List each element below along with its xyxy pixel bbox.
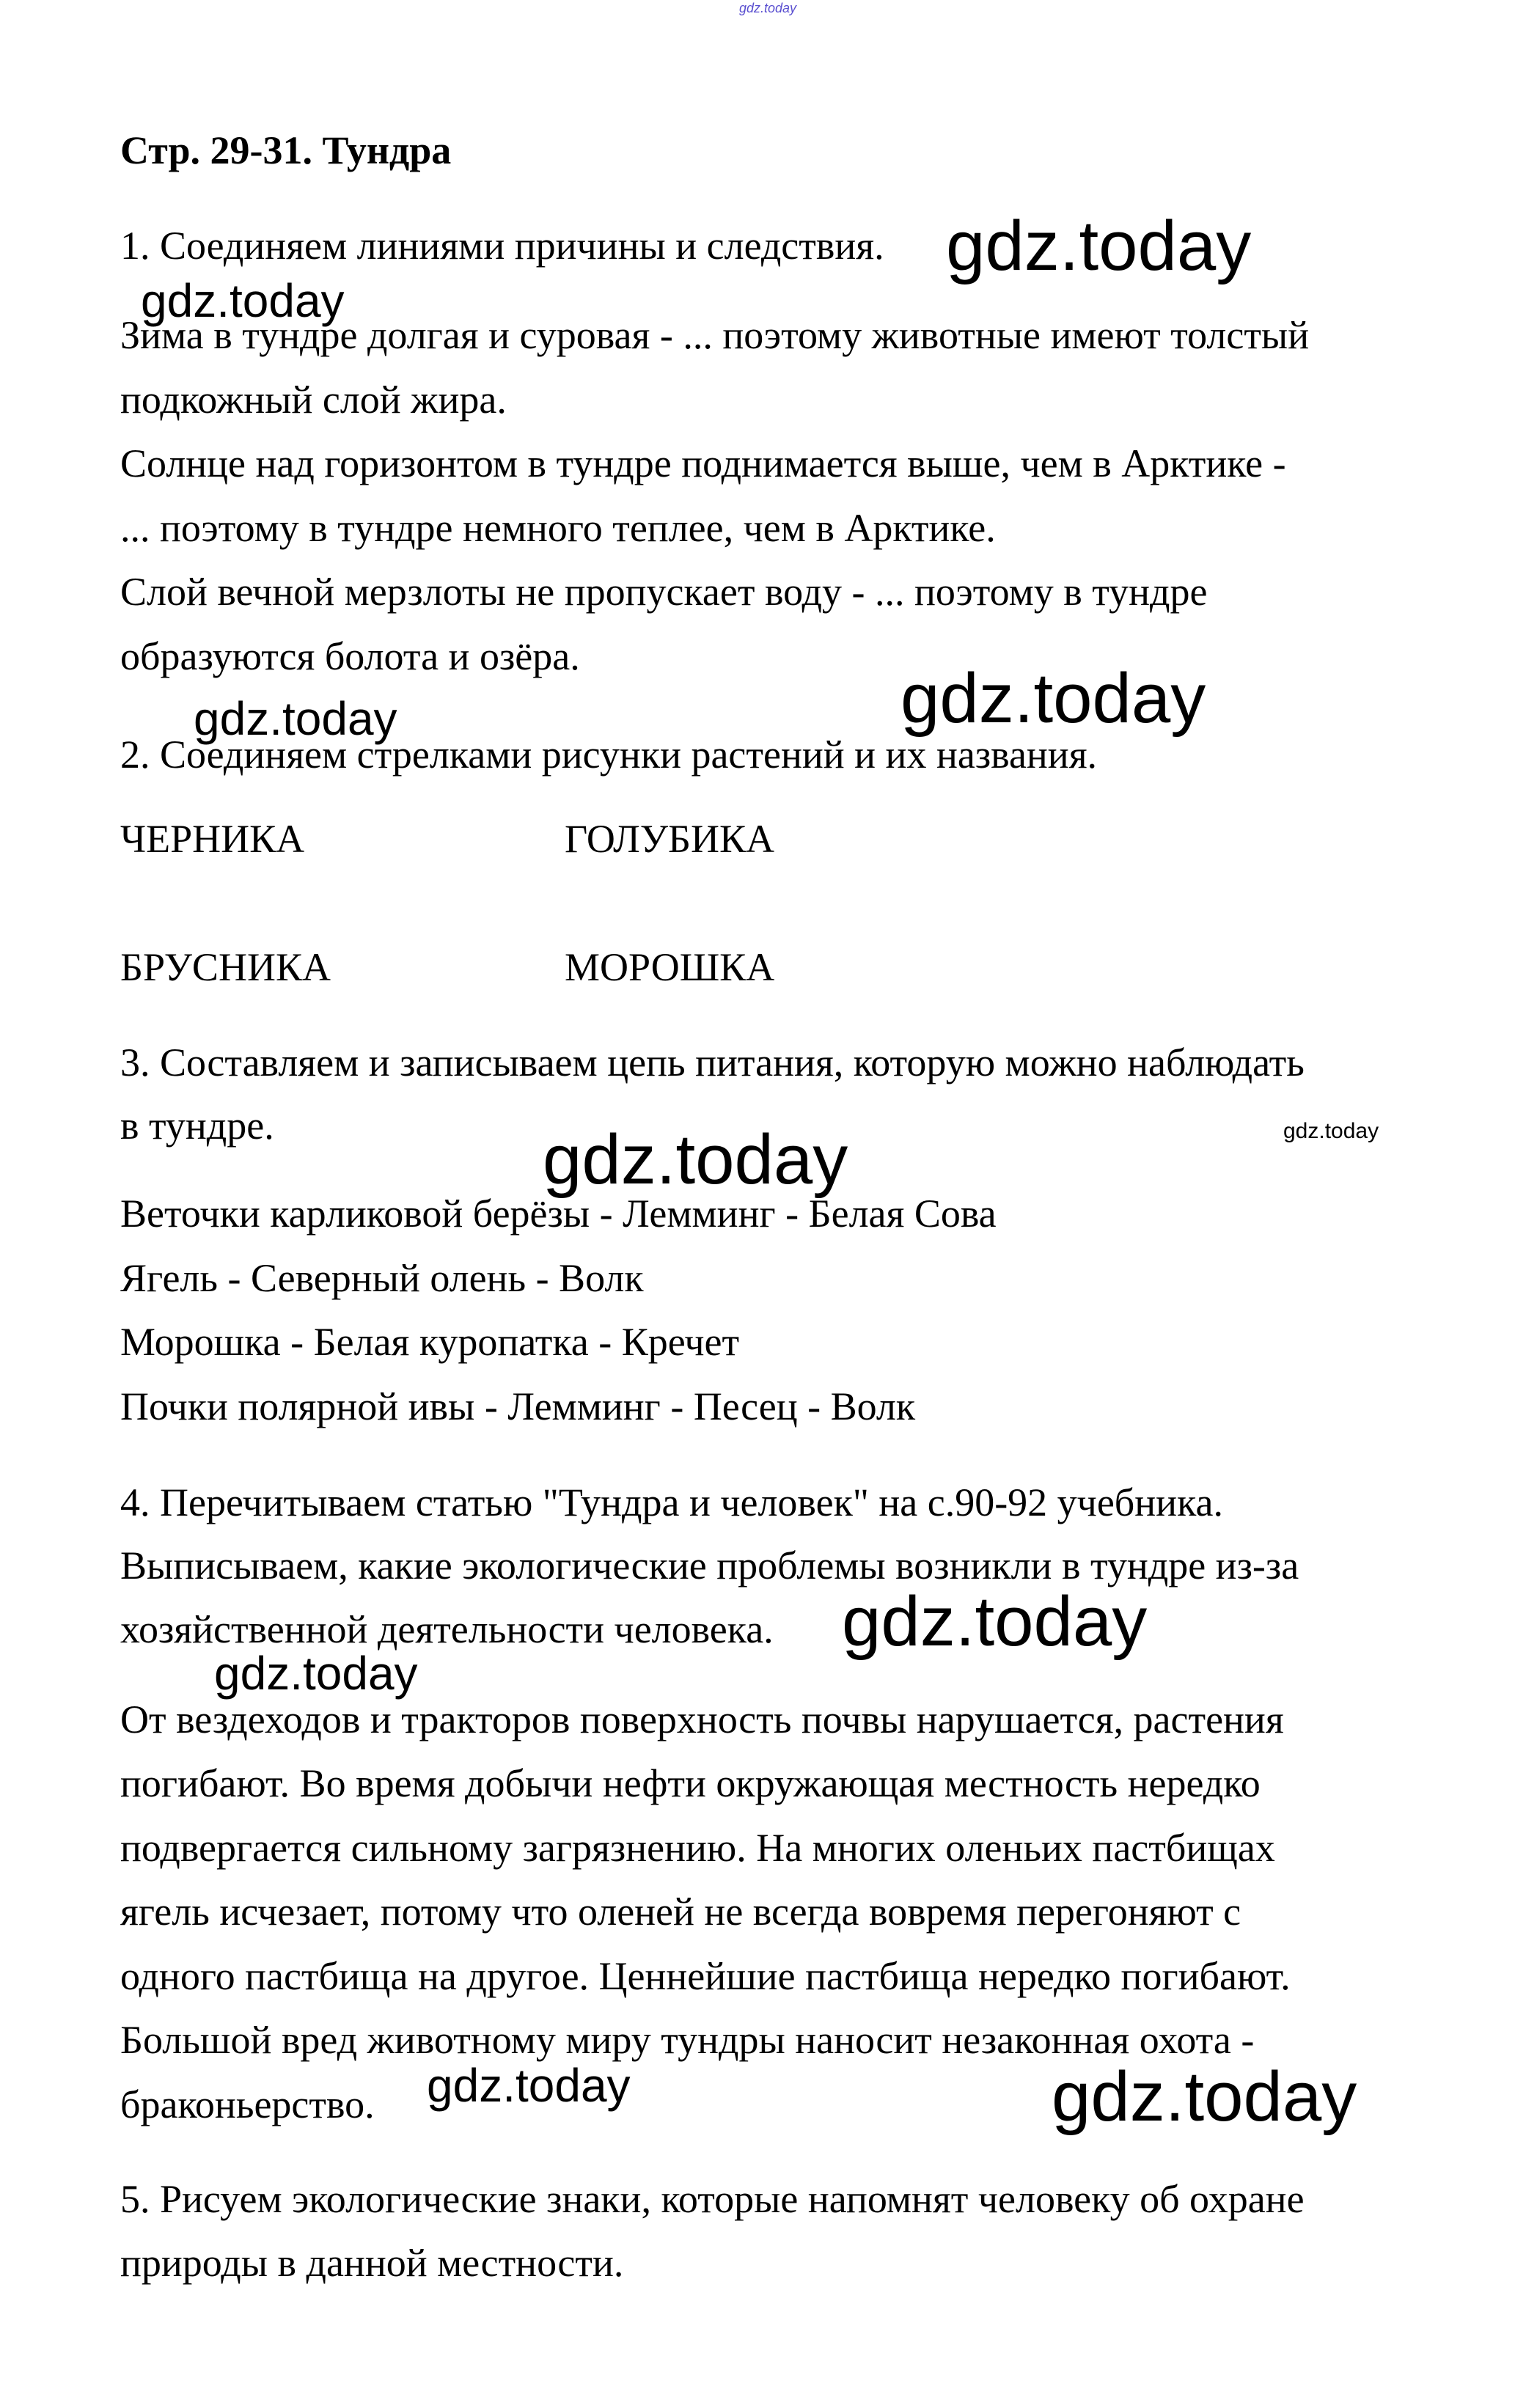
page-title: Стр. 29-31. Тундра [120, 128, 452, 172]
task4-heading: Выписываем, какие экологические проблемы возникли в тундре из-за [120, 1543, 1299, 1587]
task4-answer: подвергается сильному загрязнению. На многих оленьих пастбищах [120, 1826, 1275, 1870]
task4-answer: погибают. Во время добычи нефти окружающая местность нередко [120, 1761, 1261, 1805]
watermark: gdz.today [194, 692, 397, 745]
task1-line: Слой вечной мерзлоты не пропускает воду - ... поэтому в тундре [120, 570, 1208, 614]
food-chain: Морошка - Белая куропатка - Кречет [120, 1320, 740, 1364]
task4-answer: От вездеходов и тракторов поверхность почвы нарушается, растения [120, 1697, 1284, 1741]
food-chain: Почки полярной ивы - Лемминг - Песец - Волк [120, 1384, 916, 1428]
task4-heading: хозяйственной деятельности человека. [120, 1607, 774, 1651]
watermark: gdz.today [946, 207, 1252, 285]
task3-heading: в тундре. [120, 1104, 274, 1148]
task4-answer: браконьерство. [120, 2082, 375, 2126]
plant-label-chernika: ЧЕРНИКА [120, 817, 305, 861]
plant-label-golubika: ГОЛУБИКА [565, 817, 775, 861]
plant-label-brusnika: БРУСНИКА [120, 945, 331, 989]
task1-line: Солнце над горизонтом в тундре поднимается выше, чем в Арктике - [120, 441, 1286, 485]
food-chain: Веточки карликовой берёзы - Лемминг - Белая Сова [120, 1192, 997, 1236]
task1-line: ... поэтому в тундре немного теплее, чем в Арктике. [120, 506, 996, 550]
watermark: gdz.today [427, 2059, 631, 2112]
task4-answer: Большой вред животному миру тундры наносит незаконная охота - [120, 2018, 1255, 2062]
task5-heading: 5. Рисуем экологические знаки, которые напомнят человеку об охране [120, 2177, 1305, 2221]
task1-line: образуются болота и озёра. [120, 634, 580, 678]
plant-label-moroshka: МОРОШКА [565, 945, 775, 989]
watermark: gdz.today [1052, 2058, 1357, 2136]
watermark: gdz.today [900, 659, 1206, 738]
watermark: gdz.today [214, 1647, 418, 1700]
task3-heading: 3. Составляем и записываем цепь питания, которую можно наблюдать [120, 1040, 1305, 1084]
watermark: gdz.today [842, 1582, 1148, 1661]
task1-line: подкожный слой жира. [120, 378, 507, 422]
task1-line: Зима в тундре долгая и суровая - ... поэтому животные имеют толстый [120, 313, 1310, 357]
task4-answer: одного пастбища на другое. Ценнейшие пастбища нередко погибают. [120, 1954, 1291, 1998]
header-watermark: gdz.today [739, 1, 797, 15]
task1-heading: 1. Соединяем линиями причины и следствия. [120, 224, 884, 268]
task4-heading: 4. Перечитываем статью "Тундра и человек" на с.90-92 учебника. [120, 1480, 1223, 1524]
watermark: gdz.today [543, 1120, 848, 1199]
task2-heading: 2. Соединяем стрелками рисунки растений и их названия. [120, 733, 1098, 777]
watermark: gdz.today [1283, 1119, 1379, 1143]
task5-heading: природы в данной местности. [120, 2241, 624, 2285]
watermark: gdz.today [141, 274, 345, 327]
task4-answer: ягель исчезает, потому что оленей не всегда вовремя перегоняют с [120, 1890, 1241, 1934]
food-chain: Ягель - Северный олень - Волк [120, 1256, 644, 1300]
